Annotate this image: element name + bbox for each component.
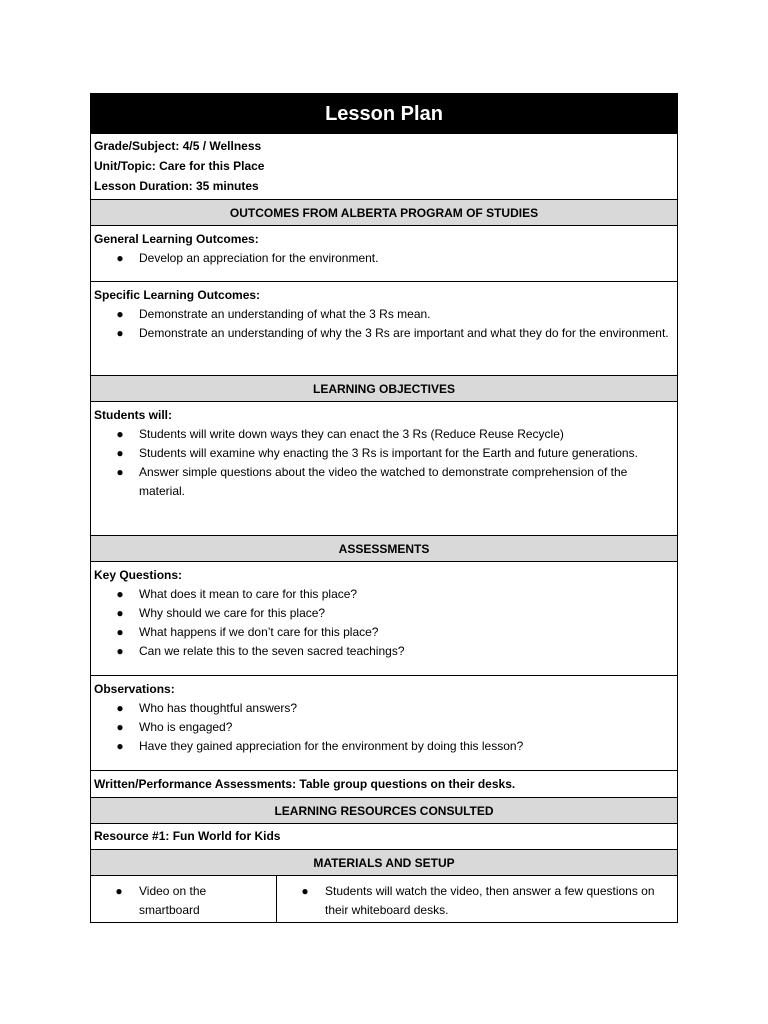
list-item: ● Students will write down ways they can enact the 3 Rs (Reduce Reuse Recycle): [94, 425, 673, 444]
observations-list: [94, 699, 673, 756]
lesson-duration: Lesson Duration: 35 minutes: [94, 179, 259, 193]
bullet-icon: ●: [116, 326, 124, 340]
objectives-heading: Students will:: [94, 408, 172, 422]
observations: [91, 676, 677, 771]
bullet-icon: ●: [116, 606, 124, 620]
resource-1: Resource #1: Fun World for Kids: [91, 824, 677, 850]
list-item: ● Have they gained appreciation for the environment by doing this lesson?: [94, 737, 673, 756]
key-questions: [91, 562, 677, 676]
bullet-icon: ●: [301, 884, 309, 898]
learning-objectives: [91, 402, 677, 536]
bullet-icon: ●: [116, 427, 124, 441]
key-questions-list: [94, 585, 673, 661]
bullet-icon: ●: [116, 251, 124, 265]
header-info: [91, 134, 677, 200]
specific-outcomes-heading: Specific Learning Outcomes:: [94, 288, 261, 302]
section-assessments: ASSESSMENTS: [91, 536, 677, 562]
general-outcomes-heading: General Learning Outcomes:: [94, 232, 259, 246]
bullet-icon: ●: [116, 307, 124, 321]
list-item: ● Who is engaged?: [94, 718, 673, 737]
bullet-icon: ●: [116, 625, 124, 639]
section-outcomes: OUTCOMES FROM ALBERTA PROGRAM OF STUDIES: [91, 200, 677, 226]
lesson-plan-document: [90, 93, 678, 923]
bullet-icon: ●: [116, 644, 124, 658]
list-item: ● Video on the smartboard: [91, 882, 270, 920]
list-item: ● Students will watch the video, then answer a few questions on their whiteboard desks.: [277, 882, 671, 920]
general-outcomes-list: [94, 249, 673, 268]
unit-topic: Unit/Topic: Care for this Place: [94, 159, 265, 173]
bullet-icon: ●: [116, 720, 124, 734]
document-title: Lesson Plan: [91, 94, 677, 134]
list-item: ● Who has thoughtful answers?: [94, 699, 673, 718]
list-item: ● Why should we care for this place?: [94, 604, 673, 623]
list-item: ● Demonstrate an understanding of why the 3 Rs are important and what they do for the environment.: [94, 324, 673, 343]
bullet-icon: ●: [116, 465, 124, 479]
specific-outcomes-list: [94, 305, 673, 343]
section-materials: MATERIALS AND SETUP: [91, 850, 677, 876]
section-objectives: LEARNING OBJECTIVES: [91, 376, 677, 402]
list-item: ● What happens if we don’t care for this place?: [94, 623, 673, 642]
grade-subject: Grade/Subject: 4/5 / Wellness: [94, 139, 262, 153]
section-resources: LEARNING RESOURCES CONSULTED: [91, 798, 677, 824]
materials-table: [91, 876, 677, 922]
written-assessment: Written/Performance Assessments: Table group questions on their desks.: [91, 771, 677, 798]
list-item: ● Can we relate this to the seven sacred teachings?: [94, 642, 673, 661]
list-item: ● Students will examine why enacting the 3 Rs is important for the Earth and future generations.: [94, 444, 673, 463]
key-questions-heading: Key Questions:: [94, 568, 183, 582]
list-item: ● Answer simple questions about the video the watched to demonstrate comprehension of the material.: [94, 463, 673, 501]
list-item: ● Develop an appreciation for the environment.: [94, 249, 673, 268]
specific-outcomes: [91, 282, 677, 376]
bullet-icon: ●: [115, 884, 123, 898]
bullet-icon: ●: [116, 739, 124, 753]
bullet-icon: ●: [116, 587, 124, 601]
observations-heading: Observations:: [94, 682, 175, 696]
bullet-icon: ●: [116, 446, 124, 460]
list-item: ● What does it mean to care for this place?: [94, 585, 673, 604]
general-outcomes: [91, 226, 677, 282]
bullet-icon: ●: [116, 701, 124, 715]
materials-cell-left: [91, 876, 277, 922]
list-item: ● Demonstrate an understanding of what the 3 Rs mean.: [94, 305, 673, 324]
objectives-list: [94, 425, 673, 501]
materials-cell-right: [277, 876, 677, 922]
